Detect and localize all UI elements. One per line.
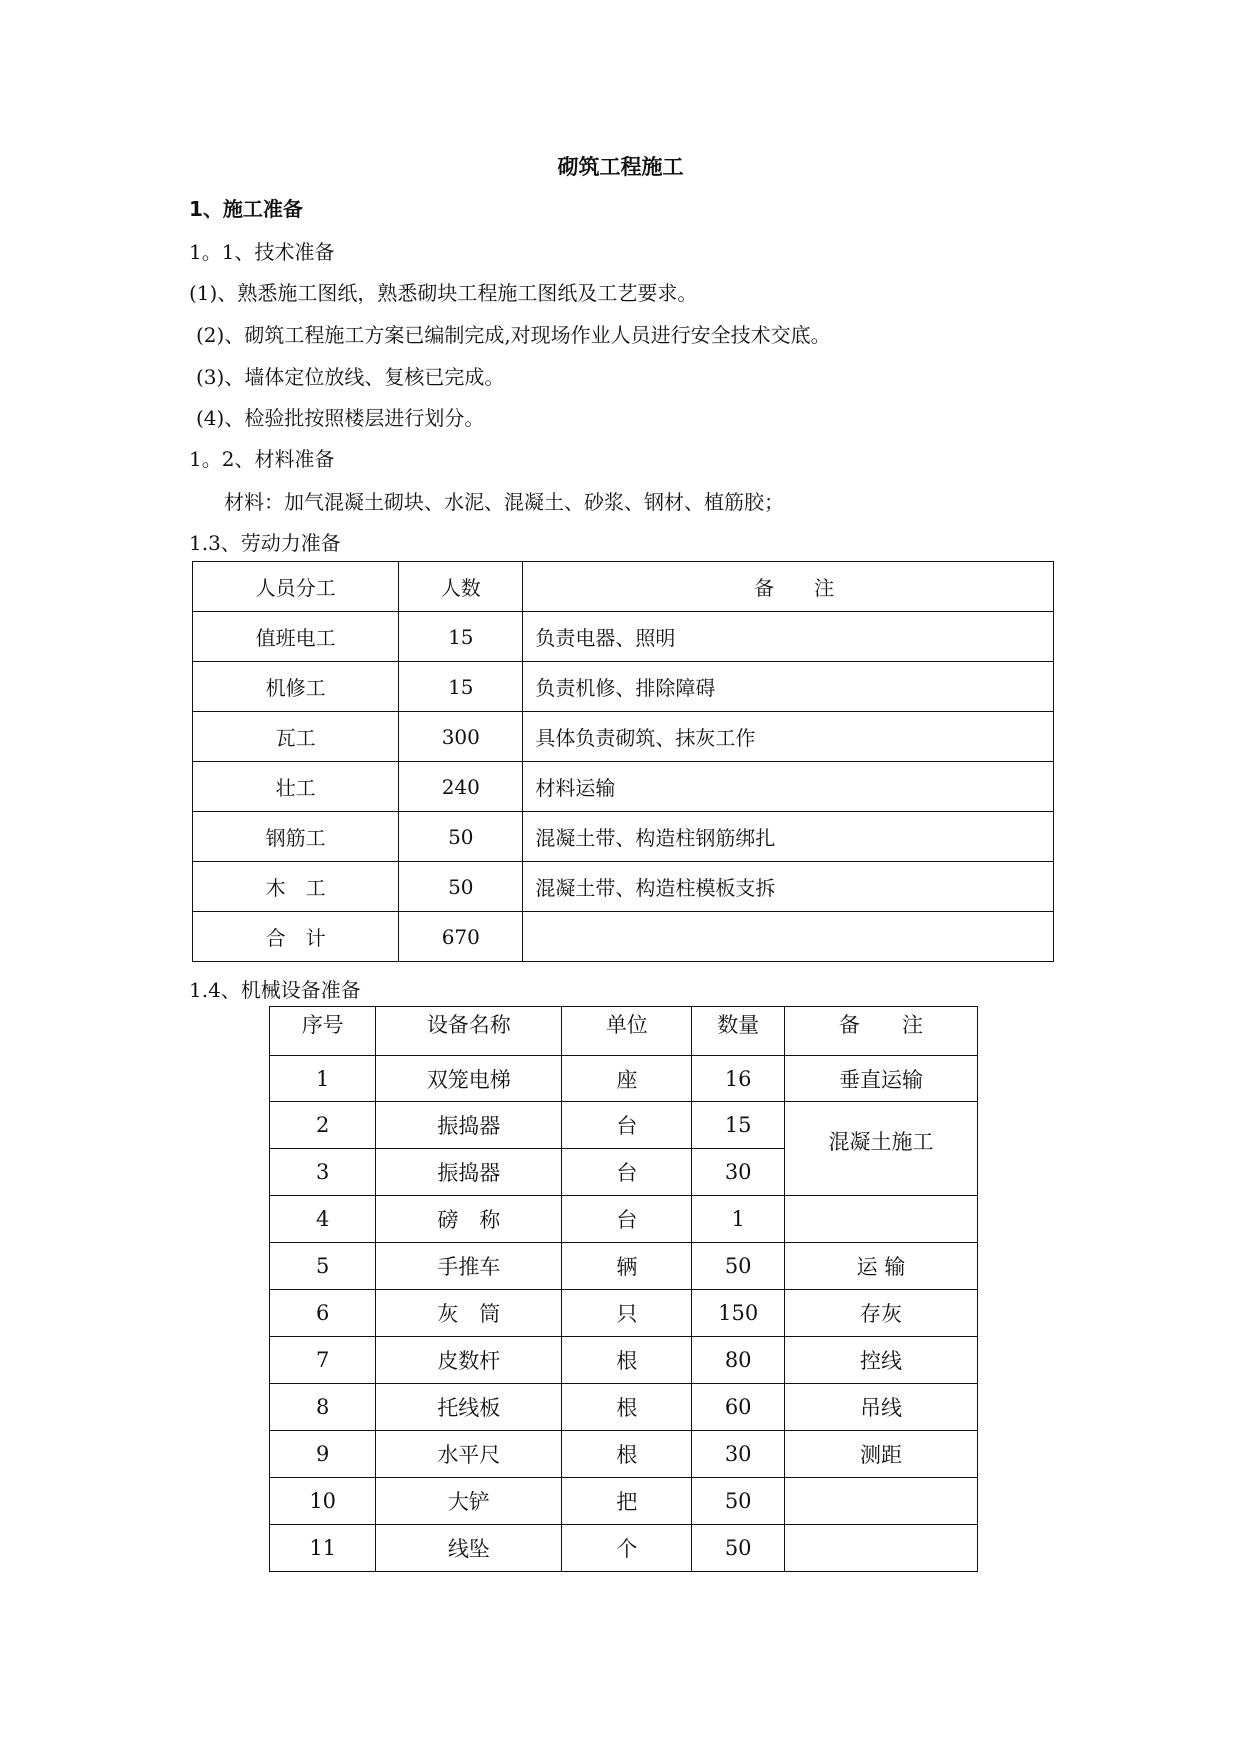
labor-notes: 混凝土带、构造柱钢筋绑扎 [523, 812, 1054, 862]
equip-unit: 台 [562, 1196, 692, 1243]
equip-unit: 只 [562, 1290, 692, 1337]
equip-no: 6 [270, 1290, 376, 1337]
equip-qty: 50 [692, 1243, 785, 1290]
table-row [270, 1478, 978, 1525]
equip-name: 线坠 [376, 1525, 562, 1572]
table-row [193, 862, 1054, 912]
equip-qty: 16 [692, 1056, 785, 1102]
equip-qty: 150 [692, 1290, 785, 1337]
equip-no: 2 [270, 1102, 376, 1149]
equip-notes-merged: 混凝土施工 [784, 1102, 977, 1196]
subheading-material-preparation: 1。2、材料准备 [189, 447, 335, 471]
subheading-labor-preparation: 1.3、劳动力准备 [189, 531, 341, 555]
labor-notes: 具体负责砌筑、抹灰工作 [523, 712, 1054, 762]
table-row [270, 1196, 978, 1243]
tech-item-2: (2)、砌筑工程施工方案已编制完成,对现场作业人员进行安全技术交底。 [196, 323, 831, 347]
table-row [193, 662, 1054, 712]
equip-qty: 50 [692, 1478, 785, 1525]
equip-name: 灰 筒 [376, 1290, 562, 1337]
table-row [193, 712, 1054, 762]
labor-header-notes: 备 注 [523, 562, 1054, 612]
labor-role: 值班电工 [193, 612, 399, 662]
equip-notes [784, 1196, 977, 1243]
equip-no: 3 [270, 1149, 376, 1196]
labor-count: 300 [399, 712, 523, 762]
equip-qty: 80 [692, 1337, 785, 1384]
table-row [270, 1525, 978, 1572]
equip-no: 10 [270, 1478, 376, 1525]
labor-notes: 材料运输 [523, 762, 1054, 812]
tech-item-3: (3)、墙体定位放线、复核已完成。 [196, 365, 505, 389]
labor-header-role: 人员分工 [193, 562, 399, 612]
equip-unit: 辆 [562, 1243, 692, 1290]
equip-name: 手推车 [376, 1243, 562, 1290]
section-heading-preparation: 1、施工准备 [189, 197, 303, 221]
labor-role: 钢筋工 [193, 812, 399, 862]
equip-name: 磅 称 [376, 1196, 562, 1243]
equip-name: 水平尺 [376, 1431, 562, 1478]
equip-header-name: 设备名称 [376, 1007, 562, 1056]
table-row [193, 612, 1054, 662]
table-row [270, 1384, 978, 1431]
labor-notes: 混凝土带、构造柱模板支拆 [523, 862, 1054, 912]
equip-name: 双笼电梯 [376, 1056, 562, 1102]
equip-name: 振捣器 [376, 1149, 562, 1196]
equip-notes: 运 输 [784, 1243, 977, 1290]
labor-role: 机修工 [193, 662, 399, 712]
labor-role: 瓦工 [193, 712, 399, 762]
equip-unit: 把 [562, 1478, 692, 1525]
equip-header-unit: 单位 [562, 1007, 692, 1056]
equipment-table [269, 1006, 978, 1572]
equip-qty: 1 [692, 1196, 785, 1243]
equip-header-no: 序号 [270, 1007, 376, 1056]
table-row [193, 912, 1054, 962]
labor-role: 合 计 [193, 912, 399, 962]
equip-qty: 15 [692, 1102, 785, 1149]
equip-unit: 根 [562, 1337, 692, 1384]
equip-no: 4 [270, 1196, 376, 1243]
labor-table-header [193, 562, 1054, 612]
labor-count: 670 [399, 912, 523, 962]
table-row [270, 1290, 978, 1337]
labor-count: 50 [399, 862, 523, 912]
equip-no: 8 [270, 1384, 376, 1431]
equip-header-notes: 备 注 [784, 1007, 977, 1056]
table-row [193, 762, 1054, 812]
table-row [270, 1337, 978, 1384]
equip-unit: 个 [562, 1525, 692, 1572]
equip-no: 11 [270, 1525, 376, 1572]
document-title: 砌筑工程施工 [557, 155, 684, 179]
equip-notes [784, 1525, 977, 1572]
equip-name: 大铲 [376, 1478, 562, 1525]
equip-unit: 台 [562, 1102, 692, 1149]
equip-notes: 存灰 [784, 1290, 977, 1337]
equip-unit: 台 [562, 1149, 692, 1196]
equip-qty: 60 [692, 1384, 785, 1431]
materials-text: 材料：加气混凝土砌块、水泥、混凝土、砂浆、钢材、植筋胶； [224, 490, 784, 514]
labor-count: 15 [399, 662, 523, 712]
equip-qty: 30 [692, 1431, 785, 1478]
table-row [270, 1056, 978, 1102]
labor-notes: 负责机修、排除障碍 [523, 662, 1054, 712]
labor-count: 15 [399, 612, 523, 662]
equip-no: 1 [270, 1056, 376, 1102]
subheading-technical-preparation: 1。1、技术准备 [189, 240, 335, 264]
equip-name: 托线板 [376, 1384, 562, 1431]
table-row [270, 1243, 978, 1290]
equip-name: 皮数杆 [376, 1337, 562, 1384]
subheading-equipment-preparation: 1.4、机械设备准备 [189, 978, 361, 1002]
equip-no: 5 [270, 1243, 376, 1290]
equipment-table-header [270, 1007, 978, 1056]
labor-count: 50 [399, 812, 523, 862]
equip-notes: 垂直运输 [784, 1056, 977, 1102]
labor-count: 240 [399, 762, 523, 812]
equip-name: 振捣器 [376, 1102, 562, 1149]
equip-no: 7 [270, 1337, 376, 1384]
equip-qty: 30 [692, 1149, 785, 1196]
tech-item-1: (1)、熟悉施工图纸，熟悉砌块工程施工图纸及工艺要求。 [189, 281, 698, 305]
equip-notes: 测距 [784, 1431, 977, 1478]
labor-role: 木 工 [193, 862, 399, 912]
table-row [270, 1431, 978, 1478]
labor-notes: 负责电器、照明 [523, 612, 1054, 662]
table-row [270, 1102, 978, 1149]
labor-notes [523, 912, 1054, 962]
table-row [193, 812, 1054, 862]
equip-notes: 控线 [784, 1337, 977, 1384]
equip-notes [784, 1478, 977, 1525]
labor-role: 壮工 [193, 762, 399, 812]
equip-qty: 50 [692, 1525, 785, 1572]
labor-table [192, 561, 1054, 962]
equip-unit: 座 [562, 1056, 692, 1102]
labor-header-count: 人数 [399, 562, 523, 612]
equip-no: 9 [270, 1431, 376, 1478]
equip-notes: 吊线 [784, 1384, 977, 1431]
equip-unit: 根 [562, 1384, 692, 1431]
equip-header-qty: 数量 [692, 1007, 785, 1056]
tech-item-4: (4)、检验批按照楼层进行划分。 [196, 406, 485, 430]
equip-unit: 根 [562, 1431, 692, 1478]
